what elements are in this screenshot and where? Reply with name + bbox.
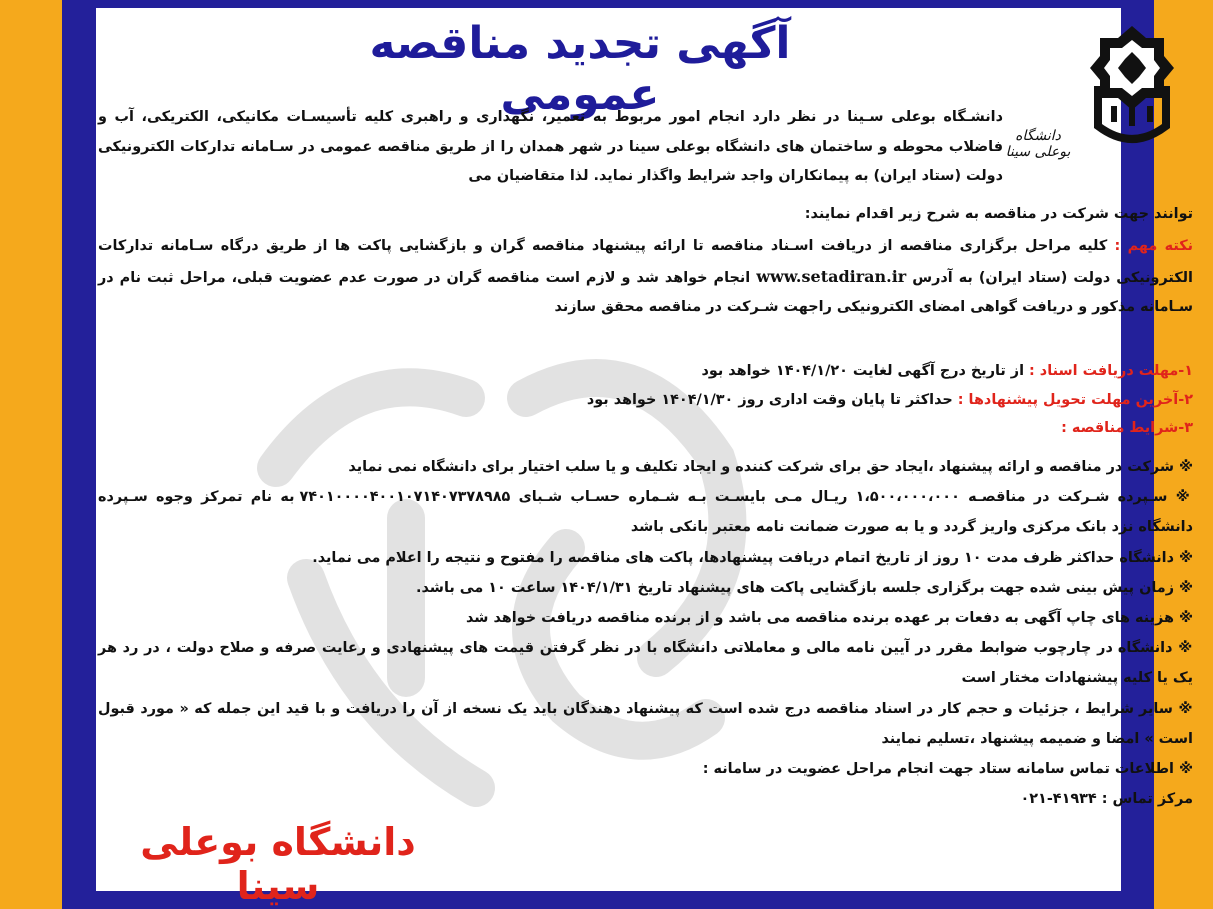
bullet-icon: ※ bbox=[1179, 549, 1193, 566]
condition-text: اطلاعات تماس سامانه ستاد جهت انجام مراحل عضویت در سامانه : bbox=[702, 761, 1174, 778]
bullet-icon: ※ bbox=[1178, 700, 1193, 717]
website-link[interactable]: www.setadiran.ir bbox=[756, 266, 907, 286]
condition-text: شرکت در مناقصه و ارائه پیشنهاد ،ایجاد حق برای شرکت کننده و ایجاد تکلیف و یا سلب اختیار برای دانشگاه نمی نماید bbox=[348, 459, 1174, 475]
deadline-documents bbox=[98, 357, 1193, 386]
condition-item bbox=[98, 543, 1193, 573]
logo-caption: دانشگاه بوعلی سینا bbox=[1005, 128, 1071, 160]
deadlines bbox=[98, 357, 1193, 443]
page-title: آگهی تجدید مناقصه عمومی bbox=[369, 18, 791, 120]
bullet-icon: ※ bbox=[1179, 459, 1193, 475]
condition-item bbox=[98, 694, 1193, 754]
bullet-icon: ※ bbox=[1178, 640, 1193, 657]
condition-text: دانشگاه حداکثر ظرف مدت ۱۰ روز از تاریخ اتمام دریافت پیشنهادها، پاکت های مناقصه را مفتوح و نتیجه را اعلام می نماید. bbox=[312, 549, 1174, 566]
contact-line: مرکز تماس : ۴۱۹۳۴-۰۲۱ bbox=[1020, 791, 1193, 808]
condition-text: هزینه های چاپ آگهی به دفعات بر عهده برنده مناقصه می باشد و از برنده مناقصه دریافت خواهد شد bbox=[465, 610, 1174, 627]
conditions-heading: ۳-شرایط مناقصه : bbox=[1061, 420, 1193, 436]
condition-item bbox=[98, 452, 1193, 482]
bullet-icon: ※ bbox=[1175, 489, 1193, 506]
deadline-submission-label: ۲-آخرین مهلت تحویل پیشنهادها : bbox=[957, 391, 1193, 408]
condition-item bbox=[98, 754, 1193, 784]
intro-paragraph: دانشـگاه بوعلی سـینا در نظر دارد انجام امور مربوط به تعمیر، نگهداری و راهبری کلیه تأسیسـات مکانیکی، الکتریکی، آب و فاضلاب محوطه و ساختمان های دانشگاه بوعلی سینا در شهر همدان را از طریق مناقصه عمومی در سـامانه تدارکات الکترونیکی دولت (ستاد ایران) به پیمانکاران واجد شرایط واگذار نماید. لذا متقاضیان می bbox=[98, 109, 1003, 184]
condition-item bbox=[98, 573, 1193, 603]
condition-item bbox=[98, 633, 1193, 693]
important-note bbox=[98, 232, 1193, 323]
condition-text: سـپرده شـرکت در مناقصـه ۱،۵۰۰،۰۰۰،۰۰۰ ریـال مـی بایسـت بـه شـماره حسـاب شـبای ۷۴۰۱۰۰۰۰۴۰۰۱۰۷۱۴۰۷۳۷۸۹۸۵ به نام تمرکز وجوه سـپرده دانشگاه نزد بانک مرکزی واریز گردد و یا به صورت ضمانت نامه معتبر بانکی باشد bbox=[98, 489, 1193, 536]
condition-text: زمان پیش بینی شده جهت برگزاری جلسه بازگشایی پاکت های پیشنهاد تاریخ ۱۴۰۴/۱/۳۱ ساعت ۱۰ می باشد. bbox=[416, 579, 1174, 596]
footer-university-name: دانشگاه بوعلی سینا bbox=[140, 820, 416, 908]
bullet-icon: ※ bbox=[1179, 610, 1193, 627]
note-text-1: کلیه مراحل برگزاری مناقصه از دریافت اسـناد مناقصه تا ارائه پیشنهاد مناقصه گران و بازگشایی پاکت ها از طریق درگاه سـامانه تدارکات الکترونیکی دولت (ستاد ایران) به آدرس bbox=[98, 238, 1193, 286]
deadline-documents-text: از تاریخ درج آگهی لغایت ۱۴۰۴/۱/۲۰ خواهد بود bbox=[701, 363, 1025, 379]
intro-paragraph-end: توانند جهت شرکت در مناقصه به شرح زیر اقدام نمایند: bbox=[804, 206, 1193, 222]
deadline-submission bbox=[98, 386, 1193, 415]
condition-text: سایر شرایط ، جزئیات و حجم کار در اسناد مناقصه درج شده است که پیشنهاد دهندگان باید یک نسخه از آن را دریافت و با قید این جمله که « مورد قبول است » امضا و ضمیمه پیشنهاد ،تسلیم نمایند bbox=[98, 700, 1193, 747]
condition-item bbox=[98, 603, 1193, 633]
deadline-submission-text: حداکثر تا پایان وقت اداری روز ۱۴۰۴/۱/۳۰ خواهد بود bbox=[586, 391, 953, 408]
note-label: نکته مهم : bbox=[1114, 238, 1194, 254]
university-seal-icon bbox=[1088, 22, 1176, 172]
bullet-icon: ※ bbox=[1179, 579, 1193, 596]
condition-text: دانشگاه در چارچوب ضوابط مقرر در آیین نامه مالی و معاملاتی دانشگاه با در نظر گرفتن قیمت های پیشنهادی و رعایت صرفه و صلاح دولت ، در رد هر یک یا کلیه پیشنهادات مختار است bbox=[98, 640, 1193, 687]
deadline-documents-label: ۱-مهلت دریافت اسناد : bbox=[1029, 363, 1193, 379]
bullet-icon: ※ bbox=[1179, 761, 1193, 778]
note-text-2: انجام خواهد شد و لازم است مناقصه گران در صورت عدم عضویت قبلی، مراحل ثبت نام در سـامانه مذکور و دریافت گواهی امضای الکترونیکی راجهت شـرکت در مناقصه محقق سازند bbox=[98, 269, 1193, 315]
condition-item bbox=[98, 482, 1193, 542]
conditions-list bbox=[98, 452, 1193, 814]
